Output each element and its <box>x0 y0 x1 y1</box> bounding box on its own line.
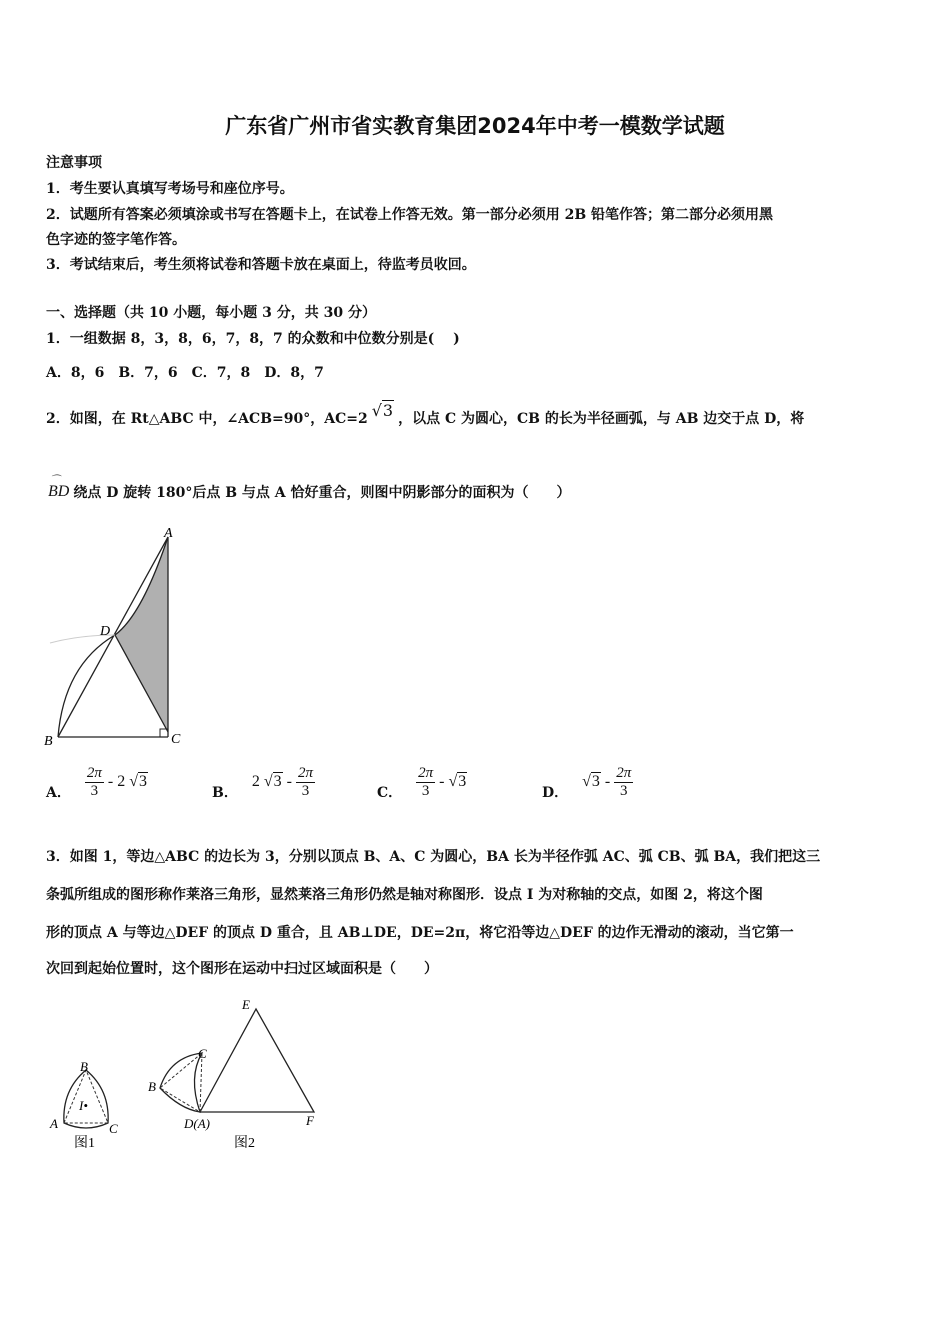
section-heading: 一、选择题（共 10 小题，每小题 3 分，共 30 分） <box>46 305 376 321</box>
frac-den: 3 <box>421 782 430 799</box>
q3-line-1: 3．如图 1，等边△ABC 的边长为 3，分别以顶点 B、A、C 为圆心，BA 长为半径作弧 AC、弧 CB、弧 BA，我们把这三 <box>46 849 821 865</box>
q2-option-c <box>377 762 467 802</box>
label-d: D <box>100 624 111 639</box>
q2-option-b-label: B． <box>212 785 238 801</box>
q2-sqrt-val: 3 <box>382 400 394 420</box>
fig1-label-i: I• <box>79 1098 88 1113</box>
shaded-region <box>115 537 168 732</box>
frac-num: 2π <box>418 764 434 781</box>
inner-triangle <box>64 1070 108 1123</box>
q2-option-d <box>542 762 633 802</box>
q2-option-d-rad: 3 <box>591 773 600 790</box>
sqrt-icon: √3 <box>582 773 600 790</box>
q3-line-4: 次回到起始位置时，这个图形在运动中扫过区域面积是（ ） <box>46 961 438 977</box>
fig2-caption: 图2 <box>234 1136 255 1151</box>
q2-option-d-expr <box>582 765 633 800</box>
q2-arc-label: BD <box>48 483 70 500</box>
frac-den: 3 <box>301 782 310 799</box>
q2-stem-a: 2．如图，在 Rt△ABC 中，∠ACB=90°，AC=2 <box>46 411 368 427</box>
q2-option-b-rad: 3 <box>273 773 282 790</box>
q3-figure-2 <box>140 995 330 1155</box>
notice-heading: 注意事项 <box>46 155 102 171</box>
q1-options: A．8，6 B．7，6 C．7，8 D．8，7 <box>46 365 324 381</box>
q3-figure-1 <box>44 1055 134 1155</box>
triangle-def <box>200 1009 314 1112</box>
arc-mark-icon: ⌒ <box>50 475 60 486</box>
q3-line-2: 条弧所组成的图形称作莱洛三角形，显然莱洛三角形仍然是轴对称图形．设点 I 为对称轴的交点，如图 2，将这个图 <box>46 887 763 903</box>
arc-bd-icon <box>48 475 70 501</box>
q2-option-a-expr <box>85 765 148 800</box>
q2-option-a-rad: 3 <box>139 773 147 790</box>
fig2-label-c: C <box>198 1046 207 1061</box>
fig2-label-b: B <box>148 1079 156 1094</box>
inner-triangle <box>160 1053 202 1112</box>
q2-option-b-expr <box>252 765 315 800</box>
q2-option-b-op: - <box>286 773 292 790</box>
q2-option-a <box>46 762 148 802</box>
q2-option-c-rad: 3 <box>458 773 467 790</box>
q2-option-b-pre: 2 <box>251 773 260 790</box>
notice-item-3: 3．考试结束后，考生须将试卷和答题卡放在桌面上，待监考员收回。 <box>46 257 476 273</box>
fig1-label-b: B <box>80 1059 88 1074</box>
label-c: C <box>171 732 181 747</box>
frac-num: 2π <box>297 764 313 781</box>
sqrt-icon: √3 <box>371 400 394 420</box>
sqrt-icon: √3 <box>263 773 282 790</box>
q2-stem-line2 <box>48 475 571 502</box>
fig2-label-e: E <box>242 997 250 1012</box>
notice-item-1: 1．考生要认真填写考场号和座位序号。 <box>46 181 294 197</box>
frac-den: 3 <box>90 782 99 799</box>
label-b: B <box>44 734 53 749</box>
notice-item-2: 2．试题所有答案必须填涂或书写在答题卡上，在试卷上作答无效。第一部分必须用 2B 铅笔作答；第二部分必须用黑 <box>46 207 774 223</box>
fig1-label-c: C <box>109 1121 118 1136</box>
q2-option-a-rest: - 2 <box>107 773 126 790</box>
q2-option-b <box>212 762 315 802</box>
fig2-label-da: D(A) <box>184 1116 210 1131</box>
q2-option-d-op: - <box>604 773 611 790</box>
notice-item-2-cont: 色字迹的签字笔作答。 <box>46 232 186 248</box>
q2-option-c-op: - <box>439 773 445 790</box>
sqrt-icon: √3 <box>448 773 467 790</box>
q3-line-3: 形的顶点 A 与等边△DEF 的顶点 D 重合，且 AB⊥DE，DE=2π，将它沿等边△DEF 的边作无滑动的滚动，当它第一 <box>46 925 794 941</box>
label-a: A <box>164 526 173 541</box>
q2-stem-c: 绕点 D 旋转 180°后点 B 与点 A 恰好重合，则图中阴影部分的面积为（ ） <box>73 485 571 501</box>
q2-option-a-label: A． <box>46 785 71 801</box>
q2-option-c-expr <box>416 765 467 800</box>
fig1-caption: 图1 <box>74 1136 95 1151</box>
q1-stem: 1．一组数据 8，3，8，6，7，8，7 的众数和中位数分别是( ) <box>46 331 460 347</box>
q2-stem-line1 <box>46 400 805 428</box>
sqrt-icon: √3 <box>129 773 147 790</box>
frac-num: 2π <box>86 764 102 781</box>
q2-option-d-label: D． <box>542 785 569 801</box>
fig1-label-a: A <box>50 1116 58 1131</box>
q2-option-c-label: C． <box>377 785 403 801</box>
q2-stem-b: ，以点 C 为圆心，CB 的长为半径画弧，与 AB 边交于点 D，将 <box>398 411 805 427</box>
q2-figure <box>40 525 200 755</box>
page-title: 广东省广州市省实教育集团2024年中考一模数学试题 <box>225 114 725 138</box>
fig2-label-f: F <box>306 1113 314 1128</box>
frac-den: 3 <box>620 782 628 799</box>
frac-num: 2π <box>616 764 632 781</box>
